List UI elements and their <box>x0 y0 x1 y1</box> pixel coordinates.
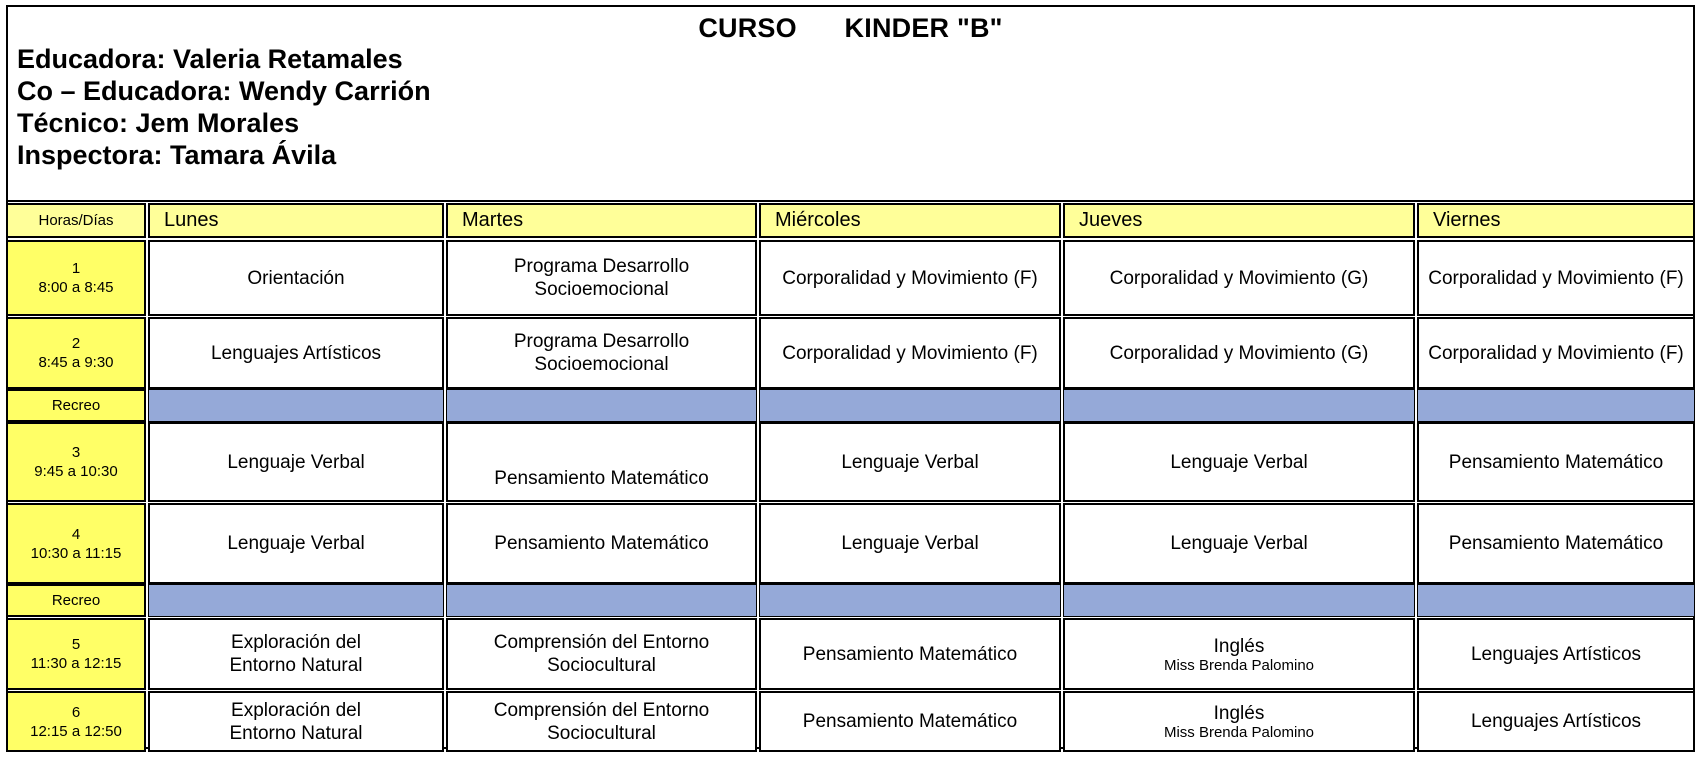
day-header-2 <box>446 203 757 238</box>
day-label: Lunes <box>164 209 219 231</box>
subject-cell <box>1417 422 1695 502</box>
course-title <box>8 13 1693 44</box>
subject-cell <box>148 317 444 389</box>
subject-cell <box>148 503 444 584</box>
subject-cell <box>148 240 444 316</box>
subject-cell <box>1417 503 1695 584</box>
subject-cell <box>446 422 757 502</box>
subject-name: Comprensión del Entorno Sociocultural <box>493 699 710 744</box>
period-time-4 <box>6 503 146 584</box>
subject-cell <box>759 317 1061 389</box>
period-time-5 <box>6 618 146 690</box>
subject-name: Inglés <box>1213 703 1265 724</box>
period-time: 8:00 a 8:45 <box>38 279 114 296</box>
subject-cell <box>759 503 1061 584</box>
course-label: CURSO <box>698 13 797 43</box>
teacher-name: Miss Brenda Palomino <box>1163 656 1315 674</box>
day-label: Miércoles <box>775 209 861 231</box>
period-number: 1 <box>71 260 81 277</box>
subject-name: Corporalidad y Movimiento (F) <box>1428 342 1684 364</box>
subject-cell <box>446 691 757 752</box>
subject-cell <box>759 422 1061 502</box>
educadora: Educadora: Valeria Retamales <box>17 44 403 74</box>
period-number: 3 <box>71 444 81 461</box>
period-number: 4 <box>71 525 81 543</box>
subject-name: Pensamiento Matemático <box>1448 451 1664 473</box>
subject-cell <box>759 691 1061 752</box>
subject-name: Corporalidad y Movimiento (F) <box>1428 267 1684 289</box>
day-header-5 <box>1417 203 1695 238</box>
period-time-3 <box>6 422 146 502</box>
subject-cell <box>1417 618 1695 690</box>
recess-band <box>148 584 444 617</box>
subject-name: Comprensión del Entorno Sociocultural <box>493 632 710 676</box>
subject-name: Pensamiento Matemático <box>494 468 709 489</box>
subject-name: Exploración del Entorno Natural <box>229 699 363 744</box>
recess-text: Recreo <box>51 592 101 609</box>
subject-cell <box>1063 422 1415 502</box>
recess-band <box>1417 389 1695 422</box>
period-time: 9:45 a 10:30 <box>34 463 118 480</box>
subject-name: Lenguaje Verbal <box>227 533 365 554</box>
period-time-6 <box>6 691 146 752</box>
period-time: 11:30 a 12:15 <box>30 655 122 672</box>
subject-cell <box>148 422 444 502</box>
subject-name: Inglés <box>1213 635 1265 657</box>
border-fragment <box>1500 388 1695 390</box>
recess-band <box>446 584 757 617</box>
subject-cell <box>1063 691 1415 752</box>
subject-cell <box>1063 317 1415 389</box>
subject-name: Programa Desarrollo Socioemocional <box>513 331 690 375</box>
subject-name: Lenguaje Verbal <box>227 451 365 473</box>
subject-cell <box>446 240 757 316</box>
recess-label <box>6 584 146 617</box>
header <box>8 7 1693 202</box>
subject-name: Programa Desarrollo Socioemocional <box>513 256 690 300</box>
border-fragment <box>860 583 1061 585</box>
subject-name: Lenguaje Verbal <box>1170 533 1308 554</box>
inspectora: Inspectora: Tamara Ávila <box>17 140 337 170</box>
corner-header <box>6 203 146 238</box>
period-time: 10:30 a 11:15 <box>30 544 122 562</box>
day-label: Jueves <box>1079 209 1143 231</box>
day-header-4 <box>1063 203 1415 238</box>
staff-list <box>17 43 431 171</box>
subject-name: Pensamiento Matemático <box>1448 533 1664 554</box>
recess-band <box>759 389 1061 422</box>
subject-name: Exploración del Entorno Natural <box>229 632 363 676</box>
subject-name: Corporalidad y Movimiento (G) <box>1109 267 1369 289</box>
recess-band <box>1063 389 1415 422</box>
recess-band <box>446 389 757 422</box>
subject-cell <box>446 618 757 690</box>
period-time: 12:15 a 12:50 <box>30 722 122 740</box>
tecnico: Técnico: Jem Morales <box>17 108 300 138</box>
day-label: Viernes <box>1433 209 1501 231</box>
recess-band <box>1417 584 1695 617</box>
subject-cell <box>759 618 1061 690</box>
co-educadora: Co – Educadora: Wendy Carrión <box>17 76 431 106</box>
subject-name: Corporalidad y Movimiento (F) <box>782 267 1038 289</box>
day-header-1 <box>148 203 444 238</box>
subject-cell <box>1063 503 1415 584</box>
subject-name: Corporalidad y Movimiento (F) <box>782 342 1038 364</box>
border-fragment <box>600 388 757 390</box>
subject-name: Corporalidad y Movimiento (G) <box>1109 342 1369 364</box>
period-time-2 <box>6 317 146 389</box>
recess-label <box>6 389 146 422</box>
subject-cell <box>759 240 1061 316</box>
period-time-1 <box>6 240 146 316</box>
recess-band <box>759 584 1061 617</box>
subject-cell <box>148 691 444 752</box>
subject-cell <box>446 317 757 389</box>
subject-name: Lenguaje Verbal <box>1170 451 1308 473</box>
subject-cell <box>446 503 757 584</box>
period-number: 5 <box>71 636 81 653</box>
period-number: 2 <box>71 335 81 352</box>
subject-name: Lenguajes Artísticos <box>1470 643 1642 665</box>
subject-name: Pensamiento Matemático <box>494 533 709 554</box>
period-number: 6 <box>71 703 81 721</box>
subject-name: Pensamiento Matemático <box>802 711 1018 732</box>
period-time: 8:45 a 9:30 <box>38 354 114 371</box>
teacher-name: Miss Brenda Palomino <box>1163 724 1315 741</box>
border-fragment <box>860 388 1061 390</box>
course-name: KINDER "B" <box>844 13 1003 43</box>
subject-cell <box>1417 317 1695 389</box>
subject-name: Lenguaje Verbal <box>841 533 979 554</box>
subject-name: Lenguajes Artísticos <box>210 342 382 364</box>
recess-band <box>148 389 444 422</box>
subject-name: Orientación <box>247 267 345 289</box>
corner-label: Horas/Días <box>38 212 114 229</box>
subject-name: Pensamiento Matemático <box>802 643 1018 665</box>
subject-cell <box>1063 240 1415 316</box>
subject-name: Lenguaje Verbal <box>841 451 979 473</box>
day-header-3 <box>759 203 1061 238</box>
day-label: Martes <box>462 209 524 231</box>
border-fragment <box>1500 583 1695 585</box>
subject-cell <box>1417 240 1695 316</box>
subject-cell <box>1063 618 1415 690</box>
subject-name: Lenguajes Artísticos <box>1470 711 1642 732</box>
subject-cell <box>148 618 444 690</box>
recess-text: Recreo <box>51 397 101 414</box>
subject-cell <box>1417 691 1695 752</box>
recess-band <box>1063 584 1415 617</box>
